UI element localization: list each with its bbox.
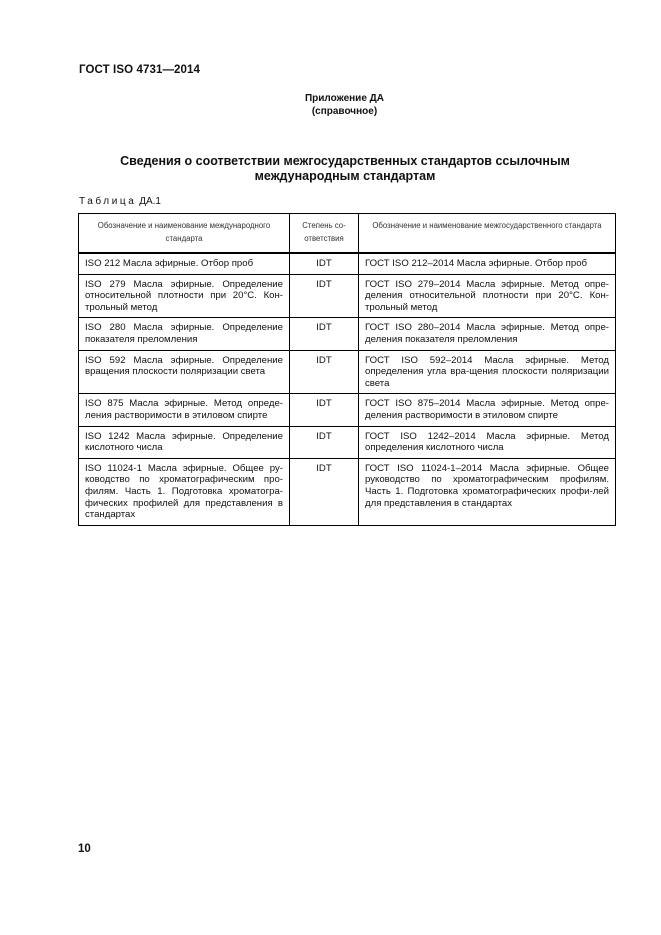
cell-international: ISO 875 Масла эфирные. Метод опреде-ления растворимости в этиловом спирте <box>79 394 290 426</box>
cell-interstate: ГОСТ ISO 1242–2014 Масла эфирные. Метод определения кислотного числа <box>359 426 616 458</box>
table-row <box>79 253 616 274</box>
cell-interstate: ГОСТ ISO 875–2014 Масла эфирные. Метод опре-деления растворимости в этиловом спирте <box>359 394 616 426</box>
document-code: ГОСТ ISO 4731—2014 <box>79 64 201 76</box>
header-international-standard: Обозначение и наименование международного стандарта <box>79 214 290 254</box>
table-caption-word: Таблица <box>79 196 137 207</box>
cell-international: ISO 592 Масла эфирные. Определение вращения плоскости поляризации света <box>79 350 290 394</box>
section-title <box>90 154 600 184</box>
table-row <box>79 350 616 394</box>
table-row <box>79 426 616 458</box>
table-row <box>79 274 616 318</box>
appendix-heading <box>0 93 661 118</box>
cell-degree: IDT <box>290 350 359 394</box>
appendix-title: Приложение ДА <box>304 93 385 104</box>
page-number: 10 <box>78 843 91 855</box>
cell-interstate: ГОСТ ISO 280–2014 Масла эфирные. Метод опре-деления показателя преломления <box>359 318 616 350</box>
section-title-line-2: международным стандартам <box>254 169 436 183</box>
table-body <box>79 253 616 525</box>
cell-degree: IDT <box>290 318 359 350</box>
table-header <box>79 214 616 254</box>
table-header-row <box>79 214 616 254</box>
cell-interstate: ГОСТ ISO 212–2014 Масла эфирные. Отбор проб <box>359 253 616 274</box>
cell-interstate: ГОСТ ISO 11024-1–2014 Масла эфирные. Общее руководство по хроматографическим профилям. Часть 1. Подготовка хроматографических профи-лей для представления в стандартах <box>359 458 616 525</box>
table-row <box>79 458 616 525</box>
cell-degree: IDT <box>290 458 359 525</box>
appendix-subtitle: (справочное) <box>311 105 378 117</box>
cell-degree: IDT <box>290 253 359 274</box>
cell-international: ISO 212 Масла эфирные. Отбор проб <box>79 253 290 274</box>
table-caption-number: ДА.1 <box>139 196 161 207</box>
cell-degree: IDT <box>290 426 359 458</box>
table-row <box>79 394 616 426</box>
cell-international: ISO 1242 Масла эфирные. Определение кислотного числа <box>79 426 290 458</box>
section-title-line-1: Сведения о соответствии межгосударственных стандартов ссылочным <box>120 154 570 168</box>
header-interstate-standard: Обозначение и наименование межгосударственного стандарта <box>359 214 616 254</box>
cell-interstate: ГОСТ ISO 592–2014 Масла эфирные. Метод определения угла вра-щения плоскости поляризации света <box>359 350 616 394</box>
cell-international: ISO 11024-1 Масла эфирные. Общее ру-ководство по хроматографическим про-филям. Часть 1. Подготовка хроматогра-фических профилей для представления в стандартах <box>79 458 290 525</box>
cell-interstate: ГОСТ ISO 279–2014 Масла эфирные. Метод опре-деления относительной плотности при 20°С. Кон-трольный метод <box>359 274 616 318</box>
cell-degree: IDT <box>290 394 359 426</box>
correspondence-table <box>78 213 616 526</box>
cell-international: ISO 280 Масла эфирные. Определение показателя преломления <box>79 318 290 350</box>
table-caption <box>79 196 161 207</box>
header-degree-of-correspondence: Степень со-ответствия <box>290 214 359 254</box>
cell-degree: IDT <box>290 274 359 318</box>
table-row <box>79 318 616 350</box>
cell-international: ISO 279 Масла эфирные. Определение относительной плотности при 20°С. Кон-трольный метод <box>79 274 290 318</box>
